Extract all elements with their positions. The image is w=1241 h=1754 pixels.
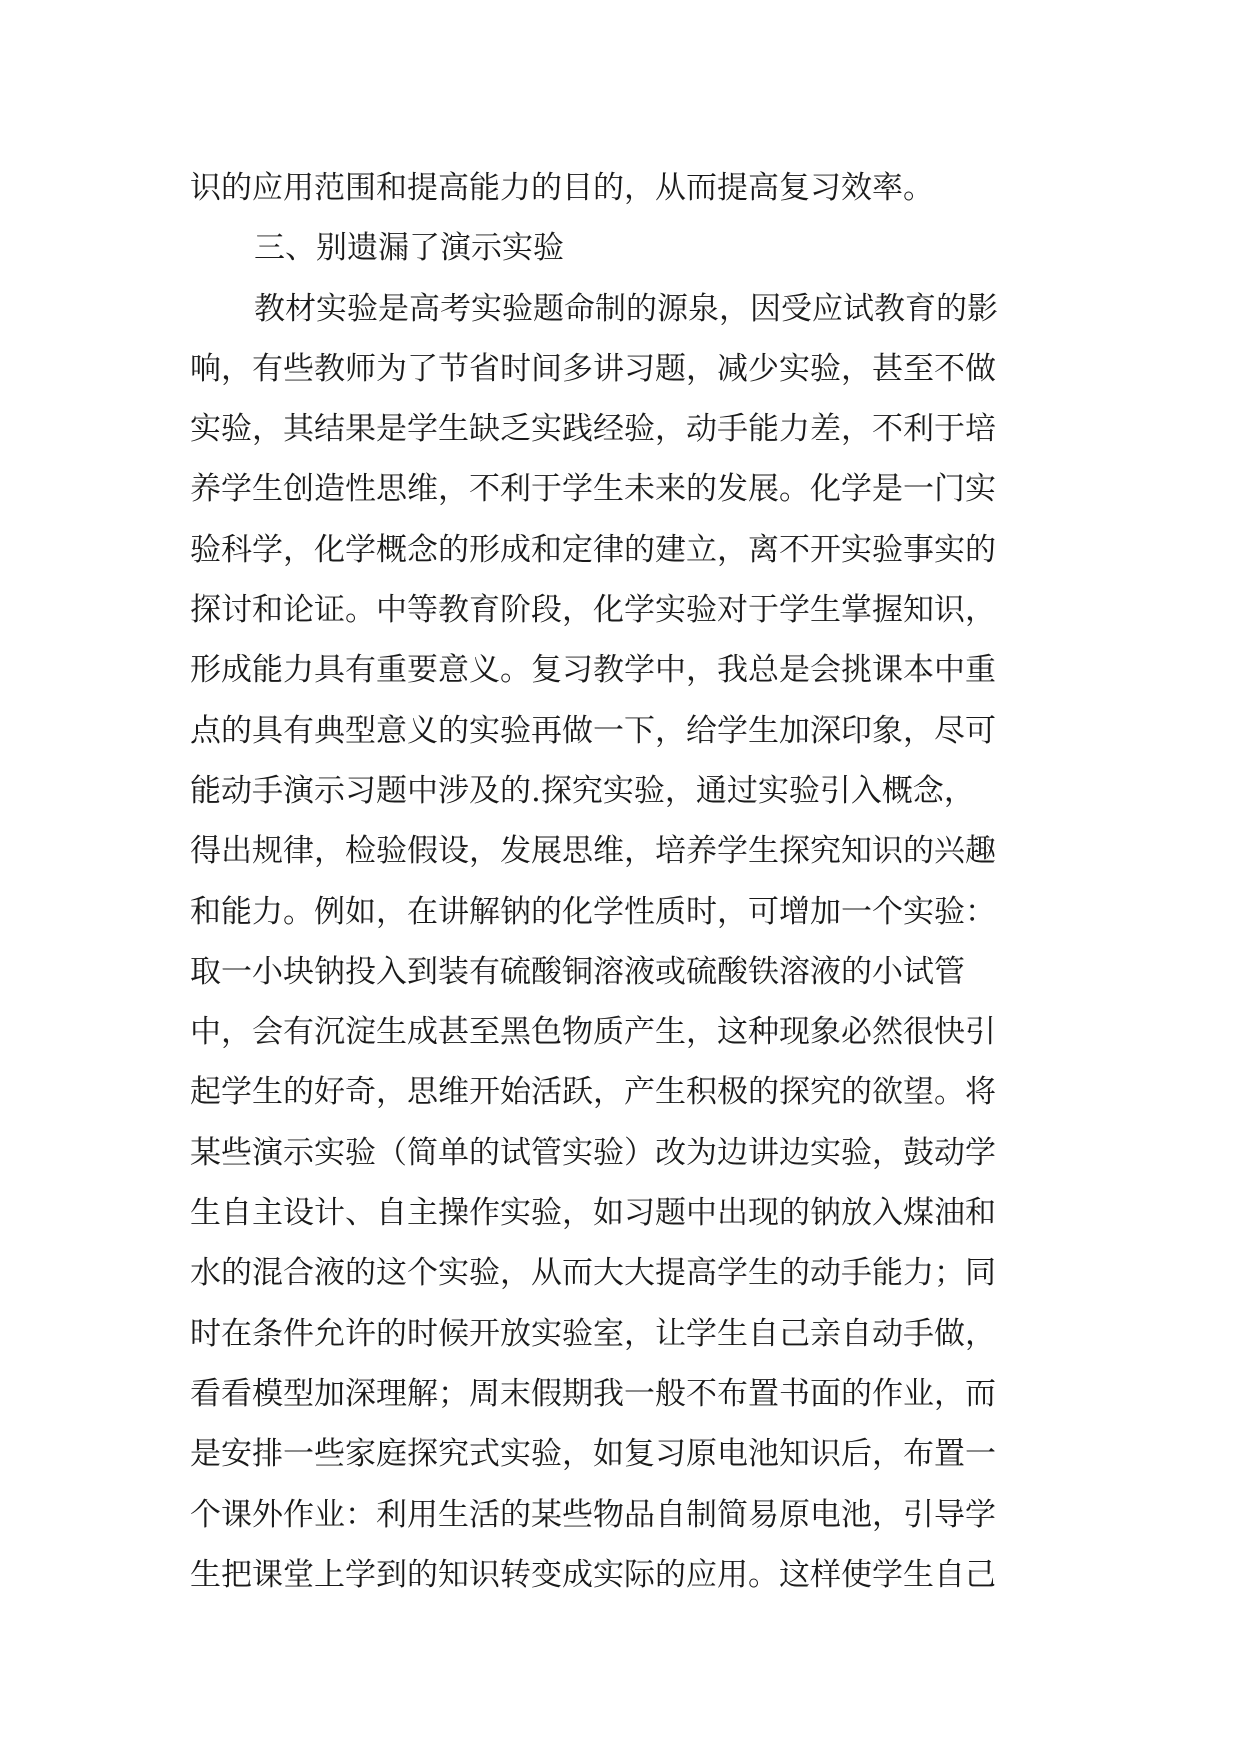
body-text	[190, 158, 1050, 1605]
text-line: 某些演示实验（简单的试管实验）改为边讲边实验，鼓动学	[190, 1134, 996, 1171]
text-line: 水的混合液的这个实验，从而大大提高学生的动手能力；同	[190, 1255, 996, 1292]
text-line: 个课外作业：利用生活的某些物品自制简易原电池，引导学	[190, 1496, 996, 1533]
text-line: 是安排一些家庭探究式实验，如复习原电池知识后，布置一	[190, 1436, 996, 1473]
text-line: 得出规律，检验假设，发展思维，培养学生探究知识的兴趣	[190, 833, 996, 870]
text-line: 生把课堂上学到的知识转变成实际的应用。这样使学生自己	[190, 1556, 996, 1593]
text-line: 和能力。例如，在讲解钠的化学性质时，可增加一个实验：	[190, 893, 996, 930]
text-line: 响，有些教师为了节省时间多讲习题，减少实验，甚至不做	[190, 350, 996, 387]
text-line: 验科学，化学概念的形成和定律的建立，离不开实验事实的	[190, 531, 996, 568]
text-line: 时在条件允许的时候开放实验室，让学生自己亲自动手做，	[190, 1315, 996, 1352]
text-line: 养学生创造性思维，不利于学生未来的发展。化学是一门实	[190, 471, 996, 508]
text-line: 取一小块钠投入到装有硫酸铜溶液或硫酸铁溶液的小试管	[190, 953, 965, 990]
text-line: 中，会有沉淀生成甚至黑色物质产生，这种现象必然很快引	[190, 1014, 996, 1051]
text-line: 识的应用范围和提高能力的目的，从而提高复习效率。	[190, 170, 934, 206]
text-line: 生自主设计、自主操作实验，如习题中出现的钠放入煤油和	[190, 1195, 996, 1232]
text-line: 能动手演示习题中涉及的.探究实验，通过实验引入概念，	[190, 772, 975, 809]
text-line: 点的具有典型意义的实验再做一下，给学生加深印象，尽可	[190, 712, 996, 749]
text-line: 看看模型加深理解；周末假期我一般不布置书面的作业，而	[190, 1375, 996, 1412]
text-line: 形成能力具有重要意义。复习教学中，我总是会挑课本中重	[190, 652, 996, 689]
text-line: 探讨和论证。中等教育阶段，化学实验对于学生掌握知识，	[190, 592, 996, 629]
text-line: 实验，其结果是学生缺乏实践经验，动手能力差，不利于培	[190, 411, 996, 448]
section-heading: 三、别遗漏了演示实验	[254, 230, 564, 267]
text-line: 起学生的好奇，思维开始活跃，产生积极的探究的欲望。将	[190, 1074, 996, 1111]
paragraph-first-line: 教材实验是高考实验题命制的源泉，因受应试教育的影	[254, 290, 998, 327]
